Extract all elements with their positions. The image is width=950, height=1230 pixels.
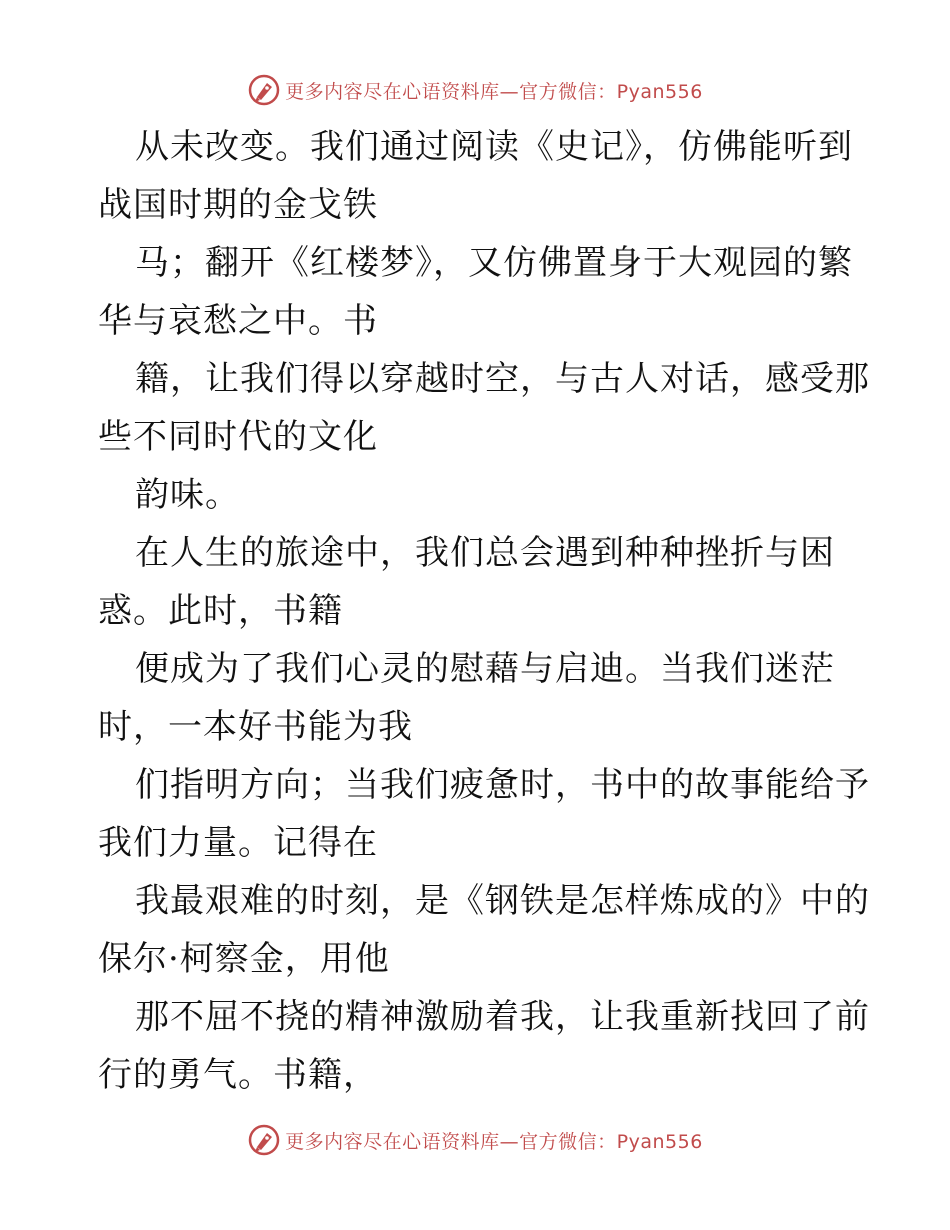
text-line: 行的勇气。书籍，	[98, 1055, 378, 1095]
text-line: 马；翻开《红楼梦》，又仿佛置身于大观园的繁	[135, 243, 853, 283]
footer-banner-text: 更多内容尽在心语资料库—官方微信：Pyan556	[285, 1130, 703, 1153]
text-line: 保尔·柯察金，用他	[98, 939, 390, 979]
text-line: 在人生的旅途中，我们总会遇到种种挫折与困	[135, 533, 835, 573]
pen-nib-logo-icon	[247, 1123, 281, 1157]
text-line: 我们力量。记得在	[98, 823, 378, 863]
text-line: 籍，让我们得以穿越时空，与古人对话，感受那	[135, 359, 870, 399]
pen-nib-logo-icon	[247, 73, 281, 107]
text-line: 惑。此时，书籍	[98, 591, 343, 631]
text-line: 我最艰难的时刻，是《钢铁是怎样炼成的》中的	[135, 881, 870, 921]
text-line: 从未改变。我们通过阅读《史记》，仿佛能听到	[135, 127, 853, 167]
text-line: 战国时期的金戈铁	[98, 185, 378, 225]
footer-banner	[0, 1120, 950, 1160]
text-line: 那不屈不挠的精神激励着我，让我重新找回了前	[135, 997, 870, 1037]
text-line: 韵味。	[135, 475, 240, 515]
header-banner-text: 更多内容尽在心语资料库—官方微信：Pyan556	[285, 80, 703, 103]
document-body	[98, 118, 870, 1104]
text-line: 们指明方向；当我们疲惫时，书中的故事能给予	[135, 765, 870, 805]
text-line: 便成为了我们心灵的慰藉与启迪。当我们迷茫	[135, 649, 835, 689]
text-line: 些不同时代的文化	[98, 417, 378, 457]
header-banner	[0, 70, 950, 110]
text-line: 时，一本好书能为我	[98, 707, 413, 747]
text-line: 华与哀愁之中。书	[98, 301, 378, 341]
